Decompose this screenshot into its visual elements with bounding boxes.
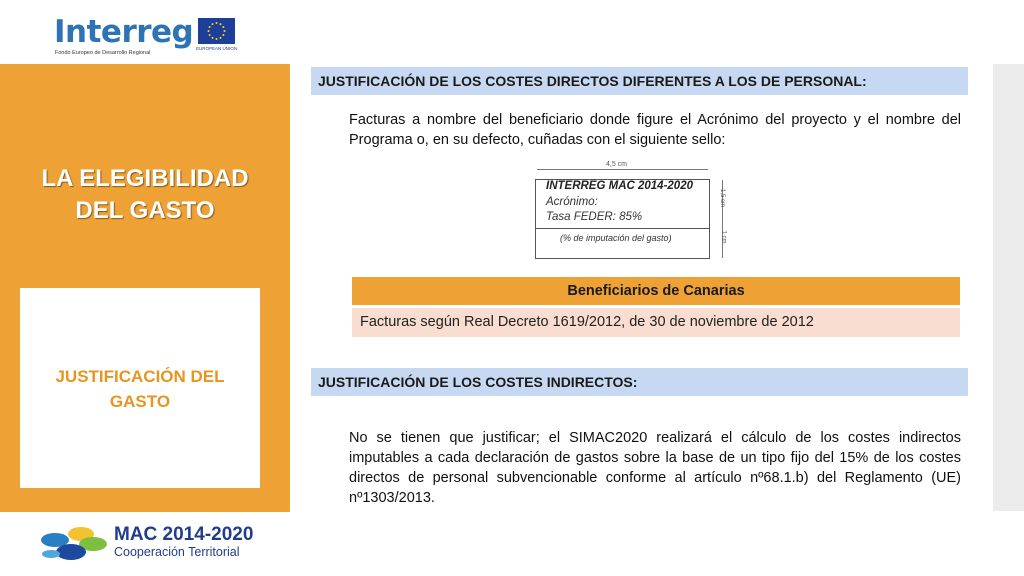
slide-title-line2: DEL GASTO (75, 197, 215, 224)
slide-title-line1: LA ELEGIBILIDAD (41, 165, 249, 192)
canarias-table-header: Beneficiarios de Canarias (352, 277, 960, 305)
stamp-height1-label: 1,5 cm (719, 188, 726, 208)
section-label-line1: JUSTIFICACIÓN DEL (55, 367, 225, 386)
stamp-line4: (% de imputación del gasto) (560, 233, 672, 243)
right-strip (993, 64, 1024, 511)
direct-costs-text: Facturas a nombre del beneficiario donde figure el Acrónimo del proyecto y el nombre del Programa o, en su defecto, cuñadas con el siguiente sello: (349, 112, 961, 148)
stamp-line3: Tasa FEDER: 85% (546, 211, 643, 223)
stamp-width-line (537, 169, 708, 170)
eu-flag-icon (198, 18, 235, 44)
stamp-line2: Acrónimo: (546, 196, 598, 208)
mac-logo-icon (35, 520, 113, 564)
interreg-logo-subtitle: Fondo Europeo de Desarrollo Regional (55, 50, 151, 56)
slide-title (0, 163, 290, 227)
direct-costs-heading: JUSTIFICACIÓN DE LOS COSTES DIRECTOS DIFERENTES A LOS DE PERSONAL: (311, 67, 968, 95)
stamp-width-label: 4,5 cm (606, 161, 628, 168)
stamp-line1: INTERREG MAC 2014-2020 (546, 180, 693, 192)
stamp-height2-label: 1 cm (720, 230, 727, 244)
interreg-logo-text: Interreg (54, 14, 194, 50)
eu-label: EUROPEAN UNION (196, 46, 238, 51)
mac-subtitle: Cooperación Territorial (114, 545, 240, 559)
stamp-divider (535, 228, 710, 229)
section-label (20, 364, 260, 414)
section-label-line2: GASTO (109, 392, 171, 411)
indirect-costs-text: No se tienen que justificar; el SIMAC2020 realizará el cálculo de los costes indirectos imputables a cada declaración de gastos sobre la base de un tipo fijo del 15% de los costes directos de personal subvencionable conforme al artículo nº68.1.b) del Reglamento (UE) nº1303/2013. (349, 430, 961, 506)
canarias-table-row: Facturas según Real Decreto 1619/2012, de 30 de noviembre de 2012 (352, 308, 960, 337)
mac-title: MAC 2014-2020 (114, 524, 254, 545)
indirect-costs-heading: JUSTIFICACIÓN DE LOS COSTES INDIRECTOS: (311, 368, 968, 396)
